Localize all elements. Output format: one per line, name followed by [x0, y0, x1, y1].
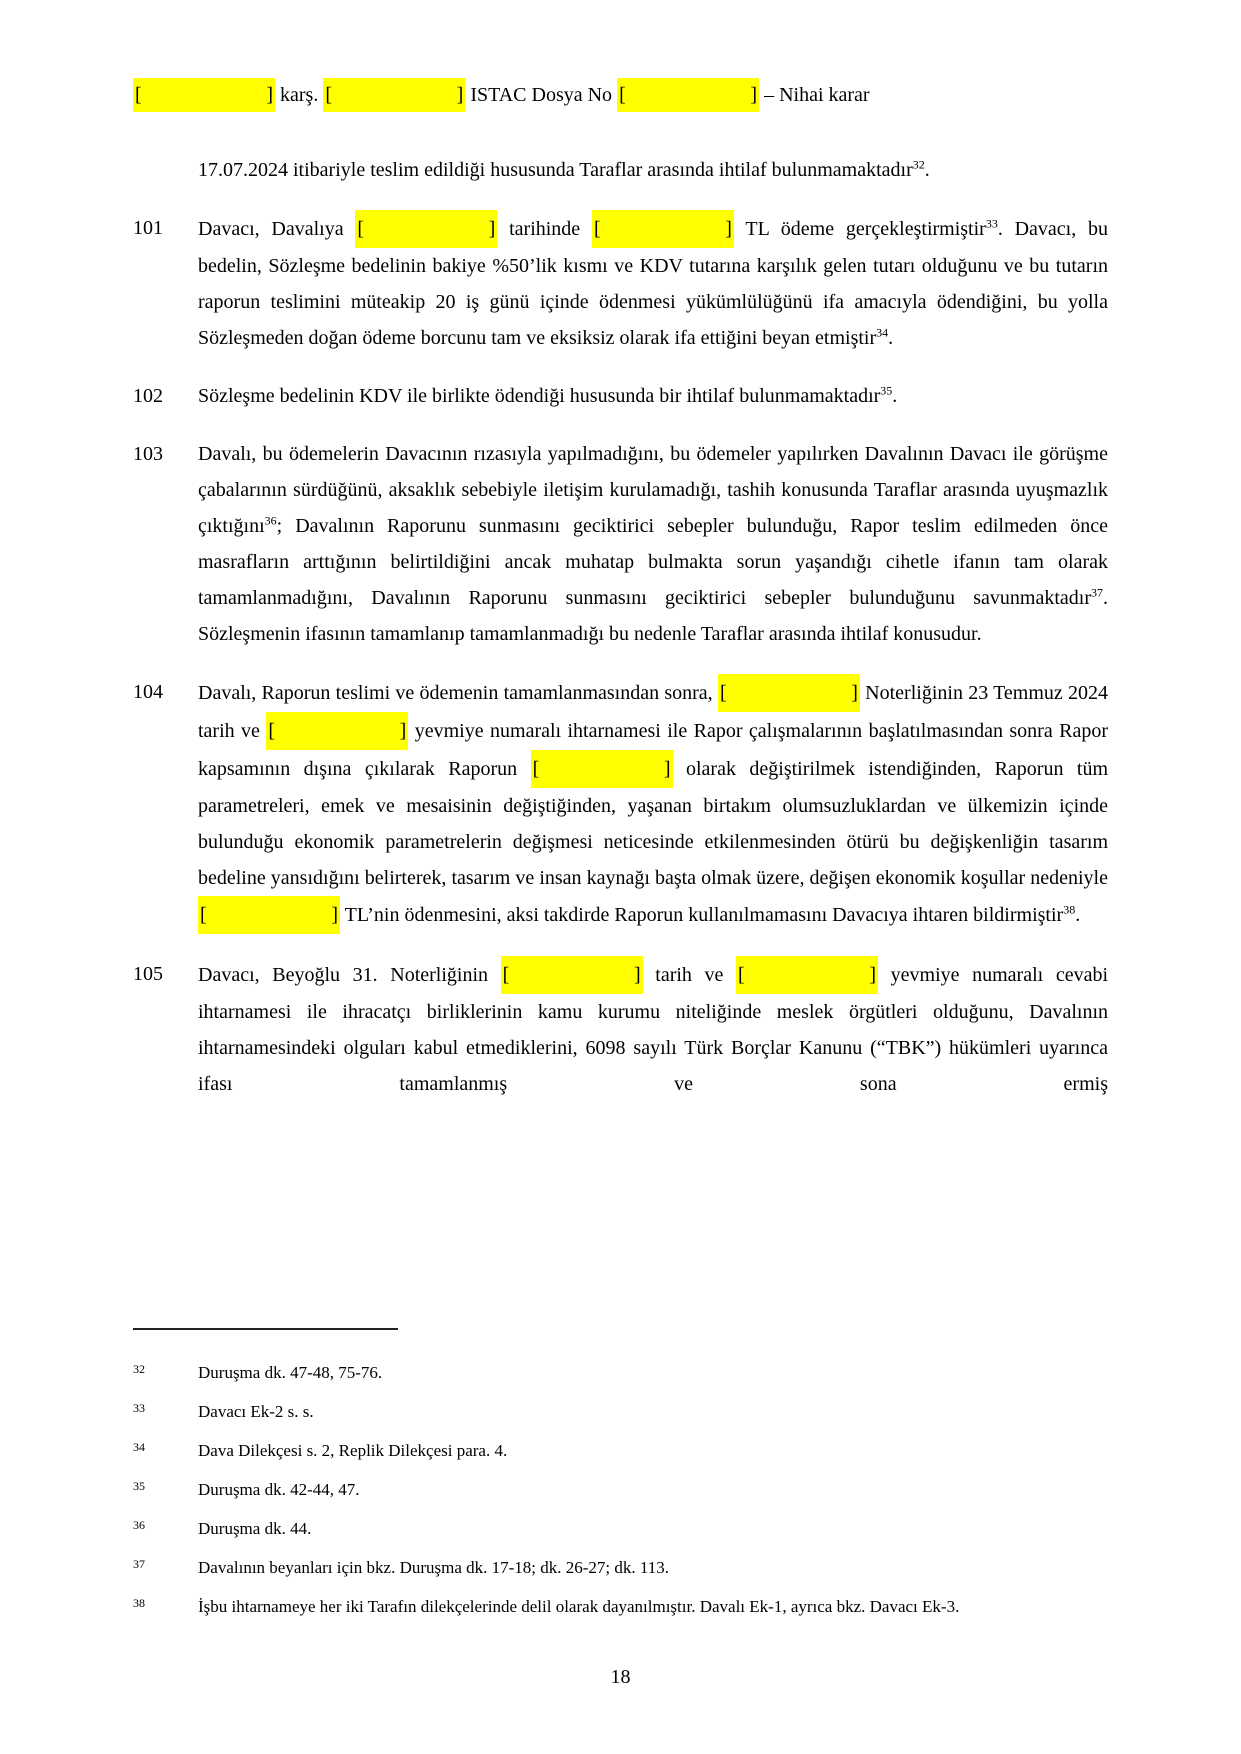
- paragraph-number: 103: [133, 443, 163, 465]
- footnote-number: 35: [133, 1479, 145, 1493]
- redaction-highlight: [355, 210, 497, 248]
- text-run: Sözleşme bedelinin KDV ile birlikte ödendiği hususunda bir ihtilaf bulunmamaktadır: [198, 385, 881, 407]
- page-header: [133, 78, 1131, 112]
- redaction-close-bracket: ]: [633, 964, 641, 986]
- redaction-close-bracket: ]: [488, 218, 496, 240]
- footnote-text: Dava Dilekçesi s. 2, Replik Dilekçesi para. 4.: [198, 1441, 508, 1460]
- redaction-close-bracket: ]: [750, 84, 758, 106]
- text-run: .: [924, 159, 930, 181]
- redaction-close-bracket: ]: [663, 758, 671, 780]
- redaction-highlight: [198, 896, 340, 934]
- redaction-open-bracket: [: [502, 964, 510, 986]
- footnote-number: 32: [133, 1362, 145, 1376]
- redaction-highlight: [617, 78, 759, 112]
- footnote-area: [133, 1328, 1121, 1635]
- text-run: yevmiye numaralı ihtarnamesi ile Rapor çalışmalarının başlatılmasından sonra Rapor kapsamının dışına çıkılarak Raporun: [198, 720, 1108, 780]
- paragraph: [133, 956, 1108, 1102]
- text-run: olarak değiştirilmek istendiğinden, Raporun tüm parametreleri, emek ve mesaisinin değiştiğinden, yaşanan birtakım olumsuzluklardan ve ülkemizin içinde bulunduğu ekonomik parametrelerin değişmesi neticesinde etkilenmesinden ötürü bu değişkenliğin tasarım bedeline yansıdığını belirterek, tasarım ve insan kaynağı başta olmak üzere, değişen ekonomik koşullar nedeniyle: [198, 758, 1108, 889]
- footnote: [133, 1362, 1121, 1384]
- footnote: [133, 1479, 1121, 1501]
- footnote-number: 38: [133, 1596, 145, 1610]
- footnote-text: Duruşma dk. 44.: [198, 1519, 312, 1538]
- paragraph-text: [198, 218, 1108, 349]
- redaction-close-bracket: ]: [266, 84, 273, 106]
- footnote-ref: 34: [876, 325, 889, 340]
- redaction-highlight: [592, 210, 734, 248]
- footnote-number: 34: [133, 1440, 145, 1454]
- redaction-open-bracket: [: [532, 758, 540, 780]
- footnote: [133, 1440, 1121, 1462]
- redaction-open-bracket: [: [619, 84, 626, 106]
- redaction-close-bracket: ]: [399, 720, 407, 742]
- paragraph: [133, 436, 1108, 652]
- text-run: Davacı, Beyoğlu 31. Noterliğinin: [198, 964, 501, 986]
- footnote-text: Duruşma dk. 47-48, 75-76.: [198, 1363, 383, 1382]
- redaction-close-bracket: ]: [456, 84, 464, 106]
- redaction-open-bracket: [: [593, 218, 601, 240]
- paragraph-number: 102: [133, 385, 163, 407]
- paragraph-number: 105: [133, 963, 163, 985]
- redaction-open-bracket: [: [325, 84, 332, 106]
- redaction-highlight: [736, 956, 878, 994]
- redaction-open-bracket: [: [268, 720, 276, 742]
- redaction-highlight: [323, 78, 465, 112]
- text-run: 17.07.2024 itibariyle teslim edildiği hususunda Taraflar arasında ihtilaf bulunmamaktadır: [198, 159, 913, 181]
- footnote-number: 33: [133, 1401, 145, 1415]
- footnote: [133, 1401, 1121, 1423]
- text-run: .: [892, 385, 898, 407]
- redaction-close-bracket: ]: [725, 218, 732, 240]
- text-run: ISTAC Dosya No: [465, 84, 618, 106]
- footnote-number: 36: [133, 1518, 145, 1532]
- footnote-ref: 37: [1091, 585, 1103, 600]
- redaction-open-bracket: [: [135, 84, 142, 106]
- footnote-ref: 35: [880, 383, 893, 398]
- paragraph-text: [198, 385, 897, 407]
- redaction-open-bracket: [: [719, 682, 727, 704]
- text-run: Davalı, bu ödemelerin Davacının rızasıyla yapılmadığını, bu ödemeler yapılırken Davalının Davacı ile görüşme çabalarının sürdüğünü, aksaklık sebebiyle iletişim kurulamadığı, tashih konusunda Taraflar arasında uyuşmazlık çıktığını: [198, 443, 1108, 537]
- paragraph: [133, 378, 1108, 414]
- footnote-text: İşbu ihtarnameye her iki Tarafın dilekçelerinde delil olarak dayanılmıştır. Davalı Ek-1, ayrıca bkz. Davacı Ek-3.: [198, 1597, 960, 1616]
- redaction-highlight: [501, 956, 643, 994]
- footnote-text: Davalının beyanları için bkz. Duruşma dk. 17-18; dk. 26-27; dk. 113.: [198, 1558, 670, 1577]
- paragraph-text: [198, 964, 1108, 1095]
- redaction-highlight: [133, 78, 275, 112]
- text-run: . Davacı, bu bedelin, Sözleşme bedelinin bakiye %50’lik kısmı ve KDV tutarına karşılık gelen tutarı olduğunu ve bu tutarın raporun teslimini müteakip 20 iş günü içinde ödenmesi yükümlülüğünü ifa amacıyla ödendiğini, bu yolla Sözleşmeden doğan ödeme borcunu tam ve eksiksiz olarak ifa ettiğini beyan etmiştir: [198, 218, 1108, 349]
- footnote-ref: 32: [912, 157, 925, 172]
- footnote: [133, 1518, 1121, 1540]
- text-run: Davalı, Raporun teslimi ve ödemenin tamamlanmasından sonra,: [198, 682, 718, 704]
- text-run: . Sözleşmenin ifasının tamamlanıp tamamlanmadığı bu nedenle Taraflar arasında ihtilaf konusudur.: [198, 587, 1108, 645]
- redaction-highlight: [266, 712, 408, 750]
- text-run: karş.: [275, 84, 324, 106]
- text-run: TL ödeme gerçekleştirmiştir: [733, 218, 986, 240]
- redaction-close-bracket: ]: [331, 904, 338, 926]
- text-run: .: [888, 327, 894, 349]
- paragraph-number: 101: [133, 217, 163, 239]
- paragraph: [133, 210, 1108, 356]
- footnote: [133, 1557, 1121, 1579]
- text-run: ; Davalının Raporunu sunmasını geciktirici sebepler bulunduğu, Rapor teslim edilmeden önce masrafların arttığının belirtildiğini ancak muhatap bulmakta sorun yaşandığı cihetle ifanın tam olarak tamamlanmadığını, Davalının Raporunu sunmasını geciktirici sebepler bulunduğunu savunmaktadır: [198, 515, 1108, 609]
- text-run: yevmiye numaralı cevabi ihtarnamesi ile ihracatçı birliklerinin kamu kurumu niteliğinde meslek örgütleri olduğunu, Davalının ihtarnamesindeki olguları kabul etmediklerini, 6098 sayılı Türk Borçlar Kanunu (“TBK”) hükümleri uyarınca ifası tamamlanmış ve sona ermiş: [198, 964, 1109, 1095]
- redaction-highlight: [718, 674, 860, 712]
- redaction-close-bracket: ]: [869, 964, 877, 986]
- footnote-ref: 36: [264, 513, 277, 528]
- text-run: Davacı, Davalıya: [198, 218, 356, 240]
- redaction-close-bracket: ]: [851, 682, 858, 704]
- footnote-separator: [133, 1328, 398, 1330]
- text-run: tarihinde: [497, 218, 592, 240]
- footnote-number: 37: [133, 1557, 145, 1571]
- redaction-open-bracket: [: [738, 964, 745, 986]
- redaction-open-bracket: [: [200, 904, 207, 926]
- text-run: .: [1075, 904, 1081, 926]
- paragraph-text: [198, 443, 1108, 645]
- text-run: – Nihai karar: [759, 84, 870, 106]
- page-number: 18: [610, 1666, 631, 1688]
- footnote: [133, 1596, 1121, 1618]
- text-run: tarih ve: [642, 964, 737, 986]
- paragraph-number: 104: [133, 681, 163, 703]
- text-run: TL’nin ödenmesini, aksi takdirde Raporun kullanılmamasını Davacıya ihtaren bildirmiştir: [340, 904, 1064, 926]
- footnote-text: Duruşma dk. 42-44, 47.: [198, 1480, 360, 1499]
- paragraph-text: [198, 159, 930, 181]
- redaction-open-bracket: [: [357, 218, 365, 240]
- document-body: [133, 152, 1108, 1124]
- paragraph: [133, 152, 1108, 188]
- footnote-ref: 33: [985, 216, 998, 231]
- footnote-list: [133, 1362, 1121, 1618]
- text-run: Noterliğinin 23 Temmuz 2024 tarih ve: [198, 682, 1109, 742]
- paragraph-text: [198, 682, 1108, 926]
- paragraph: [133, 674, 1108, 934]
- footnote-ref: 38: [1063, 902, 1076, 917]
- redaction-highlight: [531, 750, 673, 788]
- footnote-text: Davacı Ek-2 s. s.: [198, 1402, 314, 1421]
